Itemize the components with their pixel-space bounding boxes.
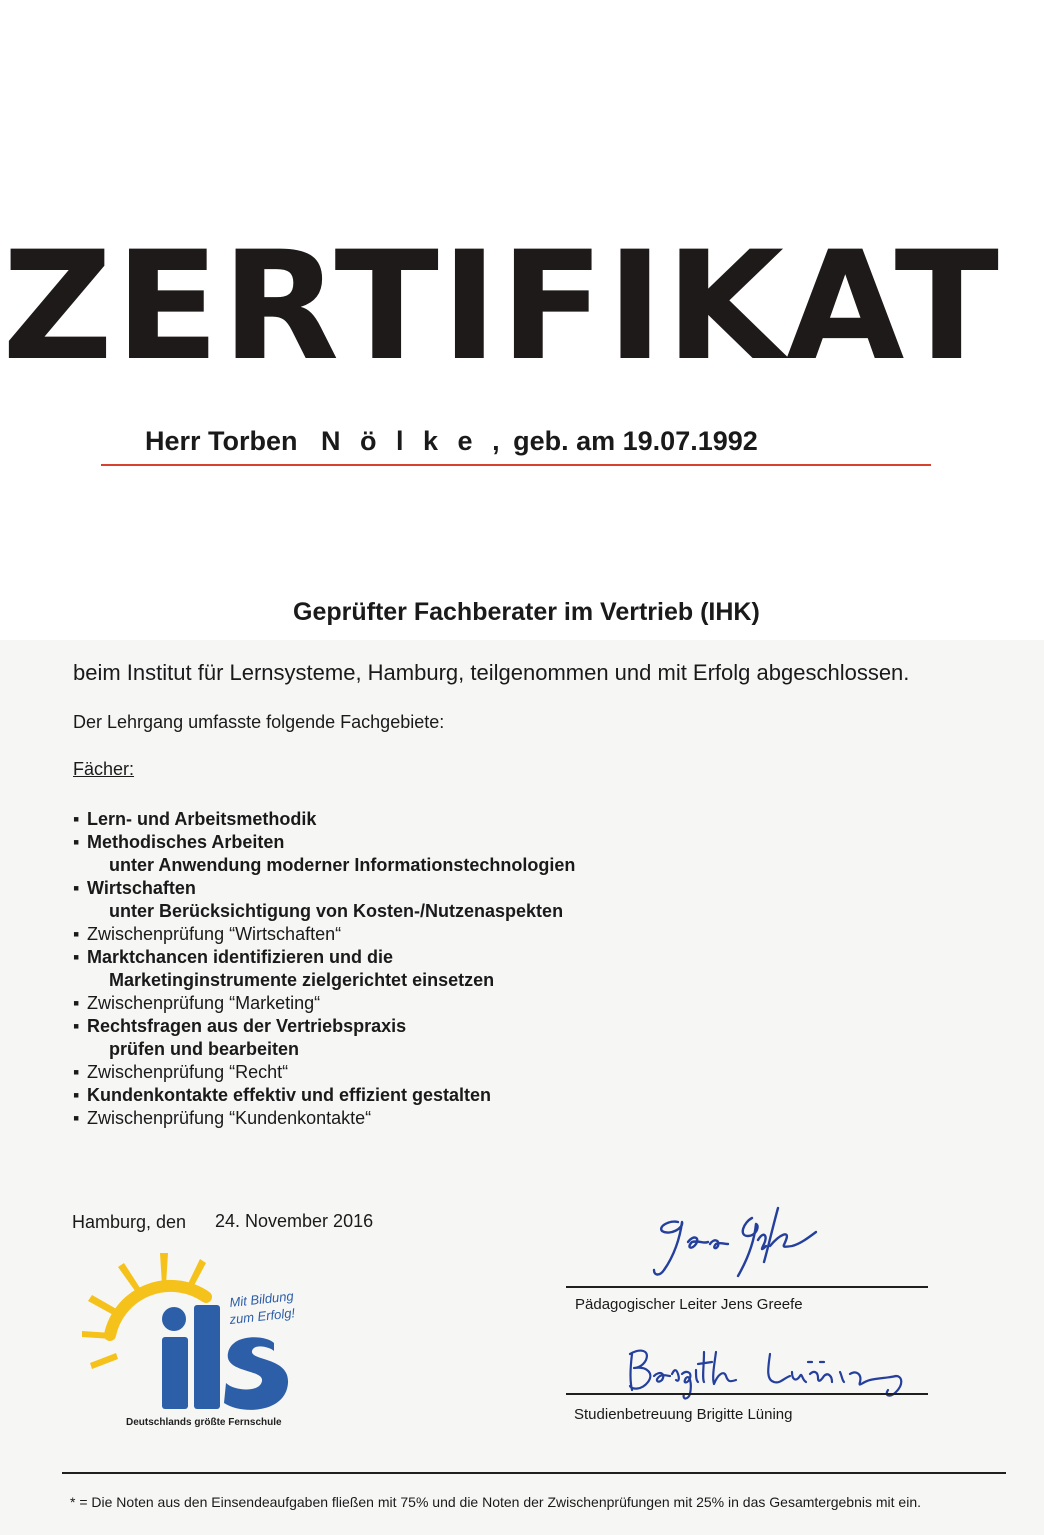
- recipient-line: [145, 426, 758, 457]
- certificate-title: ZERTIFIKAT: [2, 220, 1001, 394]
- bullet-icon: ▪: [73, 832, 80, 852]
- subject-text: Kundenkontakte effektiv und effizient gestalten: [87, 1085, 492, 1105]
- subject-continuation: unter Anwendung moderner Informationstechnologien: [109, 855, 576, 875]
- bullet-icon: ▪: [73, 947, 80, 967]
- subjects-list: [73, 808, 575, 1130]
- bullet-icon: ▪: [73, 993, 80, 1013]
- subject-text: Zwischenprüfung “Kundenkontakte“: [87, 1108, 372, 1128]
- bullet-icon: ▪: [73, 809, 80, 829]
- subject-text: Methodisches Arbeiten: [87, 832, 285, 852]
- subject-continuation: Marketinginstrumente zielgerichtet einsetzen: [109, 970, 495, 990]
- recipient-birth: geb. am 19.07.1992: [513, 426, 758, 456]
- subject-text: Rechtsfragen aus der Vertriebspraxis: [87, 1016, 407, 1036]
- subject-continuation: prüfen und bearbeiten: [109, 1039, 300, 1059]
- footer-divider: [62, 1472, 1006, 1474]
- signature-jens-greefe: [640, 1200, 840, 1285]
- subject-continuation: unter Berücksichtigung von Kosten-/Nutzenaspekten: [109, 901, 564, 921]
- issue-date: 24. November 2016: [215, 1211, 374, 1231]
- recipient-prefix: Herr Torben: [145, 426, 298, 456]
- signature-brigitte-luening: [620, 1340, 920, 1410]
- subjects-heading: Fächer:: [73, 759, 135, 779]
- bullet-icon: ▪: [73, 1062, 80, 1082]
- subject-text: Zwischenprüfung “Marketing“: [87, 993, 321, 1013]
- signature-label: Pädagogischer Leiter Jens Greefe: [575, 1296, 803, 1313]
- subject-text: Zwischenprüfung “Recht“: [87, 1062, 289, 1082]
- bullet-icon: ▪: [73, 1016, 80, 1036]
- logo-slogan-line1: Mit Bildung: [228, 1288, 295, 1310]
- subject-item: [73, 992, 575, 1015]
- scope-text: Der Lehrgang umfasste folgende Fachgebiete:: [73, 712, 445, 732]
- course-name: Geprüfter Fachberater im Vertrieb (IHK): [293, 598, 760, 626]
- recipient-underline: [101, 464, 931, 466]
- subject-item: [73, 1084, 575, 1107]
- completion-text: beim Institut für Lernsysteme, Hamburg, teilgenommen und mit Erfolg abgeschlossen.: [73, 660, 910, 685]
- place-label: Hamburg, den: [72, 1212, 187, 1232]
- subject-item: [73, 831, 575, 877]
- bullet-icon: ▪: [73, 924, 80, 944]
- subject-item: [73, 877, 575, 923]
- bullet-icon: ▪: [73, 1085, 80, 1105]
- subject-text: Lern- und Arbeitsmethodik: [87, 809, 317, 829]
- ils-logo: [82, 1245, 322, 1435]
- subject-text: Zwischenprüfung “Wirtschaften“: [87, 924, 342, 944]
- signature-line: [566, 1393, 928, 1395]
- signature-label: Studienbetreuung Brigitte Lüning: [574, 1406, 793, 1423]
- footnote: * = Die Noten aus den Einsendeaufgaben fließen mit 75% und die Noten der Zwischenprüfungen mit 25% in das Gesamtergebnis mit ein.: [70, 1494, 921, 1510]
- subject-item: [73, 946, 575, 992]
- subject-item: [73, 1015, 575, 1061]
- signature-line: [566, 1286, 928, 1288]
- logo-slogan-line2: zum Erfolg!: [228, 1305, 296, 1327]
- subject-item: [73, 1107, 575, 1130]
- subject-text: Wirtschaften: [87, 878, 196, 898]
- recipient-surname: N ö l k e ,: [321, 426, 506, 456]
- subject-text: Marktchancen identifizieren und die: [87, 947, 394, 967]
- subject-item: [73, 1061, 575, 1084]
- subject-item: [73, 923, 575, 946]
- bullet-icon: ▪: [73, 878, 80, 898]
- bullet-icon: ▪: [73, 1108, 80, 1128]
- subject-item: [73, 808, 575, 831]
- logo-tagline: Deutschlands größte Fernschule: [126, 1417, 282, 1428]
